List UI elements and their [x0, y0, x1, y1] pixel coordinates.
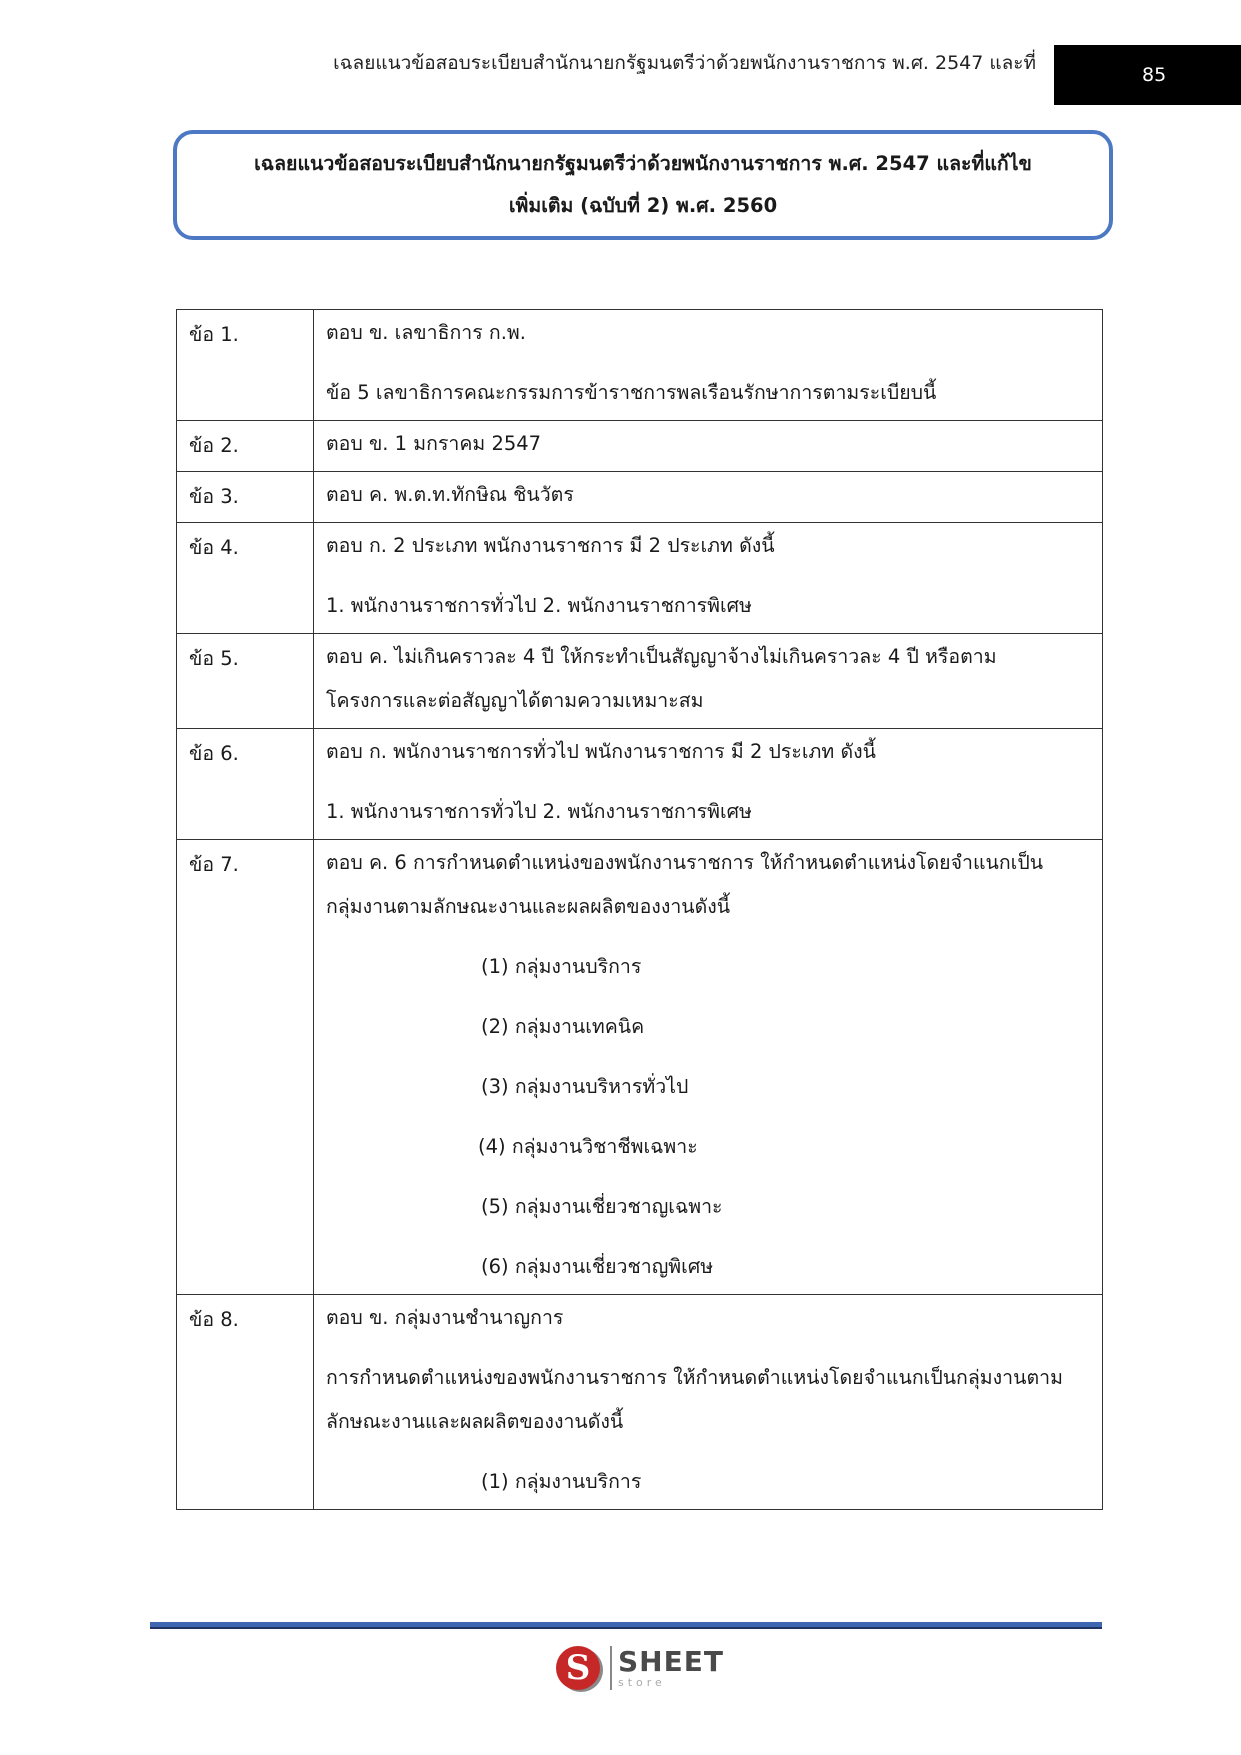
question-number: ข้อ 2.	[177, 421, 314, 472]
answer-cell	[314, 729, 1103, 840]
list-item: (3) กลุ่มงานบริหารทั่วไป	[481, 1075, 689, 1098]
answer-line: ข้อ 5 เลขาธิการคณะกรรมการข้าราชการพลเรือนรักษาการตามระเบียบนี้	[326, 381, 937, 404]
list-item: (6) กลุ่มงานเชี่ยวชาญพิเศษ	[481, 1255, 714, 1278]
answer-cell	[314, 421, 1103, 472]
logo-text	[618, 1645, 724, 1689]
table-row	[177, 472, 1103, 523]
list-item: (1) กลุ่มงานบริการ	[481, 1470, 642, 1493]
table-row	[177, 1295, 1103, 1510]
question-number: ข้อ 7.	[177, 840, 314, 1295]
page-number: 85	[1142, 64, 1167, 86]
footer-bar	[150, 1622, 1102, 1629]
answer-line: 1. พนักงานราชการทั่วไป 2. พนักงานราชการพิเศษ	[326, 594, 752, 617]
answer-cell	[314, 472, 1103, 523]
answer-cell	[314, 634, 1103, 729]
question-number: ข้อ 8.	[177, 1295, 314, 1510]
answer-line: การกำหนดตำแหน่งของพนักงานราชการ ให้กำหนดตำแหน่งโดยจำแนกเป็นกลุ่มงานตาม	[326, 1366, 1063, 1389]
answer-line: ตอบ ข. กลุ่มงานชำนาญการ	[326, 1306, 564, 1329]
list-item: (1) กลุ่มงานบริการ	[481, 955, 642, 978]
answer-line: ตอบ ข. เลขาธิการ ก.พ.	[326, 321, 526, 344]
answer-line: ตอบ ค. พ.ต.ท.ทักษิณ ชินวัตร	[326, 483, 574, 506]
answer-line: กลุ่มงานตามลักษณะงานและผลผลิตของงานดังนี้	[326, 895, 731, 918]
table-row	[177, 634, 1103, 729]
list-item: (5) กลุ่มงานเชี่ยวชาญเฉพาะ	[481, 1195, 723, 1218]
logo-word: SHEET	[618, 1645, 724, 1678]
answer-line: ตอบ ค. ไม่เกินคราวละ 4 ปี ให้กระทำเป็นสัญญาจ้างไม่เกินคราวละ 4 ปี หรือตาม	[326, 645, 997, 668]
logo-sub: store	[618, 1676, 666, 1689]
answer-line: ลักษณะงานและผลผลิตของงานดังนี้	[326, 1410, 624, 1433]
table-row	[177, 840, 1103, 1295]
title-line-1: เฉลยแนวข้อสอบระเบียบสำนักนายกรัฐมนตรีว่าด้วยพนักงานราชการ พ.ศ. 2547 และที่แก้ไข	[254, 152, 1032, 175]
answer-table	[176, 309, 1103, 1510]
question-number: ข้อ 1.	[177, 310, 314, 421]
answer-line: ตอบ ค. 6 การกำหนดตำแหน่งของพนักงานราชการ ให้กำหนดตำแหน่งโดยจำแนกเป็น	[326, 851, 1044, 874]
answer-line: ตอบ ก. 2 ประเภท พนักงานราชการ มี 2 ประเภท ดังนี้	[326, 534, 775, 557]
answer-cell	[314, 840, 1103, 1295]
title-box	[173, 130, 1113, 240]
question-number: ข้อ 5.	[177, 634, 314, 729]
list-item: (2) กลุ่มงานเทคนิค	[481, 1015, 645, 1038]
answer-cell	[314, 310, 1103, 421]
table-row	[177, 523, 1103, 634]
answer-line: ตอบ ก. พนักงานราชการทั่วไป พนักงานราชการ มี 2 ประเภท ดังนี้	[326, 740, 876, 763]
question-number: ข้อ 3.	[177, 472, 314, 523]
answer-line: โครงการและต่อสัญญาได้ตามความเหมาะสม	[326, 689, 704, 712]
page-number-box	[1054, 45, 1241, 105]
answer-cell	[314, 1295, 1103, 1510]
running-header: เฉลยแนวข้อสอบระเบียบสำนักนายกรัฐมนตรีว่าด้วยพนักงานราชการ พ.ศ. 2547 และที่	[333, 52, 1036, 74]
answer-line: ตอบ ข. 1 มกราคม 2547	[326, 432, 542, 455]
question-number: ข้อ 6.	[177, 729, 314, 840]
question-number: ข้อ 4.	[177, 523, 314, 634]
table-row	[177, 310, 1103, 421]
title-line-2: เพิ่มเติม (ฉบับที่ 2) พ.ศ. 2560	[508, 194, 778, 217]
list-item: (4) กลุ่มงานวิชาชีพเฉพาะ	[478, 1135, 698, 1158]
table-row	[177, 729, 1103, 840]
answer-line: 1. พนักงานราชการทั่วไป 2. พนักงานราชการพิเศษ	[326, 800, 752, 823]
sheet-store-logo	[556, 1646, 724, 1690]
logo-mark-icon: S	[556, 1646, 600, 1690]
logo-divider	[610, 1646, 612, 1690]
answer-cell	[314, 523, 1103, 634]
table-row	[177, 421, 1103, 472]
